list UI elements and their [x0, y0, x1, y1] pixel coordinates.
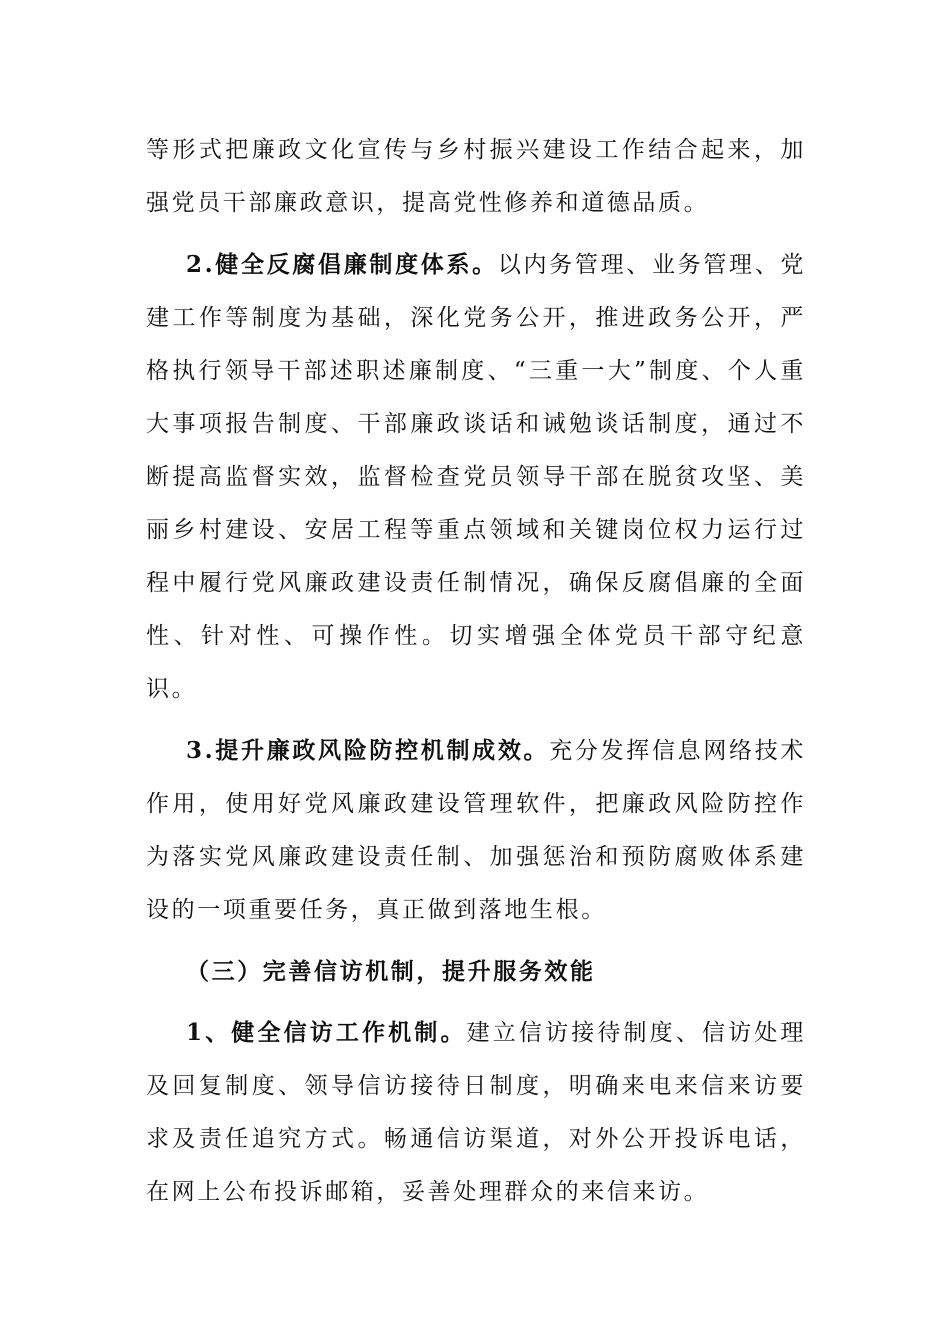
- intro-paragraph: [146, 124, 806, 230]
- paragraph-4: [146, 1006, 806, 1219]
- paragraph-3-body: 充分发挥信息网络技术作用，使用好党风廉政建设管理软件，把廉政风险防控作为落实党风廉政建设责任制、加强惩治和预防腐败体系建设的一项重要任务，真正做到落地生根。: [146, 738, 806, 923]
- paragraph-2-heading: 2.健全反腐倡廉制度体系。: [186, 251, 498, 278]
- paragraph-4-heading: 1、健全信访工作机制。: [186, 1019, 467, 1046]
- paragraph-3-heading: 3.提升廉政风险防控机制成效。: [186, 737, 550, 764]
- document-body: [146, 124, 806, 1219]
- paragraph-2-body: 以内务管理、业务管理、党建工作等制度为基础，深化党务公开，推进政务公开，严格执行领导干部述职述廉制度、“三重一大”制度、个人重大事项报告制度、干部廉政谈话和诫勉谈话制度，通过不断提高监督实效，监督检查党员领导干部在脱贫攻坚、美丽乡村建设、安居工程等重点领域和关键岗位权力运行过程中履行党风廉政建设责任制情况，确保反腐倡廉的全面性、针对性、可操作性。切实增强全体党员干部守纪意识。: [146, 252, 807, 702]
- intro-text: 等形式把廉政文化宣传与乡村振兴建设工作结合起来，加强党员干部廉政意识，提高党性修养和道德品质。: [146, 137, 806, 216]
- paragraph-3: [146, 724, 806, 937]
- paragraph-2: [146, 238, 806, 716]
- paragraph-4-body: 建立信访接待制度、信访处理及回复制度、领导信访接待日制度，明确来电来信来访要求及责任追究方式。畅通信访渠道，对外公开投诉电话，在网上公布投诉邮箱，妥善处理群众的来信来访。: [146, 1020, 806, 1205]
- section-3-title: （三）完善信访机制，提升服务效能: [186, 958, 596, 985]
